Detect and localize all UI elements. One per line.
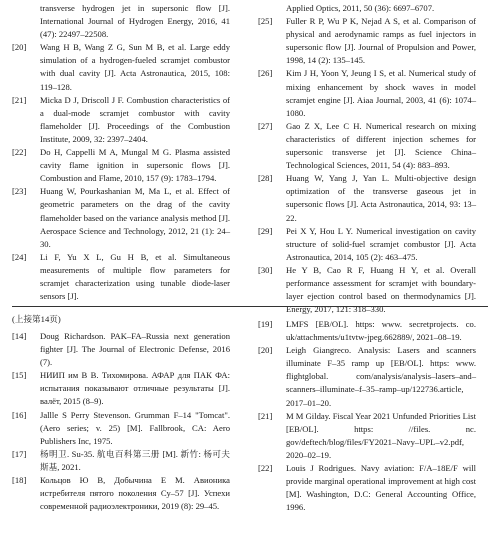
reference-text: Wang H B, Wang Z G, Sun M B, et al. Large eddy simulation of a hydrogen-fueled scramjet combustor with dual cavity [J]. Acta Astronautica, 2015, 108: 119–128. (40, 42, 230, 92)
reference-item (258, 344, 476, 409)
reference-text: M M Gilday. Fiscal Year 2021 Unfunded Priorities List [EB/OL]. https: //files. nc. gov/deftech/blog/files/FY2021–Navy–UPL–v2.pdf, 2020–02–19. (286, 410, 476, 460)
reference-number: [14] (12, 331, 27, 341)
reference-number: [21] (258, 410, 273, 421)
reference-item (12, 41, 230, 93)
reference-text: Kim J H, Yoon Y, Jeung I S, et al. Numerical study of mixing enhancement by shock waves in model scramjet engine [J]. Aiaa Journal, 2003, 41 (6): 1074–1080. (286, 68, 476, 118)
reference-item (12, 474, 230, 513)
reference-text: Gao Z X, Lee C H. Numerical research on mixing characteristics of different injection schemes for supersonic transverse jet [J]. Science China–Technological Sciences, 2011, 54 (4): 883–893. (286, 120, 476, 171)
reference-text: Micka D J, Driscoll J F. Combustion characteristics of a dual-mode scramjet combustor with cavity flameholder [J]. Proceedings of the Combustion Institute, 2009, 32: 2397–2404. (40, 94, 230, 144)
reference-item (258, 172, 476, 224)
references-bottom-left-column (12, 330, 230, 513)
reference-number: [28] (258, 173, 273, 184)
reference-item (12, 251, 230, 303)
reference-item (12, 330, 230, 369)
reference-item (258, 15, 476, 67)
reference-item (12, 369, 230, 408)
references-top-left-column (12, 2, 230, 303)
reference-item (258, 318, 476, 344)
reference-number: [20] (12, 42, 27, 53)
reference-text: Jallle S Perry Stevenson. Grumman F–14 "Tomcat". (Aero series; v. 25) [M]. Fallbrook, CA: Aero Publishers Inc, 1975. (40, 409, 230, 446)
reference-item (12, 94, 230, 146)
reference-number: [19] (258, 319, 273, 329)
reference-text: Fuller R P, Wu P K, Nejad A S, et al. Comparison of physical and aerodynamic ramps as fuel injectors in supersonic flow [J]. Journal of Propulsion and Power, 1998, 14 (2): 135–145. (286, 16, 476, 66)
reference-text: Louis J Rodrigues. Navy aviation: F/A–18E/F will provide marginal operational improvement at high cost [M]. Washington, D.C: General Accounting Office, 1996. (286, 463, 476, 513)
reference-number: [16] (12, 409, 27, 420)
reference-number: [25] (258, 16, 273, 27)
reference-item (258, 67, 476, 119)
reference-item (12, 146, 230, 185)
reference-number: [20] (258, 345, 273, 356)
reference-text: Applied Optics, 2011, 50 (36): 6697–6707. (286, 3, 435, 13)
reference-number: [17] (12, 448, 27, 459)
reference-number: [22] (258, 463, 273, 474)
references-top-right-column (258, 2, 476, 316)
reference-text: Huang W, Yang J, Yan L. Multi-objective design optimization of the transverse gaseous jet in supersonic flows [J]. Acta Astronautica, 2014, 93: 13–22. (286, 173, 476, 223)
reference-text: 杨明卫. Su-35. 航电百科第三册 [M]. 新竹: 杨可夫斯基, 2021. (40, 448, 230, 472)
reference-item (12, 448, 230, 474)
reference-number: [29] (258, 225, 273, 236)
reference-continuation (12, 2, 230, 41)
reference-text: Do H, Cappelli M A, Mungal M G. Plasma assisted cavity flame ignition in supersonic flows [J]. Combustion and Flame, 2010, 157 (9): 1783–1794. (40, 147, 230, 184)
reference-number: [23] (12, 186, 27, 197)
reference-text: Huang W, Pourkashanian M, Ma L, et al. Effect of geometric parameters on the drag of the cavity flameholder based on the variance analysis method [J]. Aerospace Science and Technology, 2012, 21 (1): 24–30. (40, 186, 230, 249)
reference-item (258, 264, 476, 316)
reference-text: НИИП им В В. Тихомирова. АФАР для ПАК ФА: испытания показывают отличные результаты [J]. вaлёт, 2015 (8–9). (40, 370, 230, 407)
reference-item (258, 410, 476, 462)
reference-item (12, 409, 230, 448)
reference-text: Кольцов Ю В, Добычина Е М. Авионика истребителя пятого поколения Су–57 [J]. Успехи современной радиоэлектроники, 2019 (8): 29–45. (40, 475, 230, 512)
reference-text: transverse hydrogen jet in supersonic flow [J]. International Journal of Hydrogen Energy, 2016, 41 (47): 22497–22508. (40, 3, 230, 40)
references-bottom-right-column (258, 318, 476, 514)
section-divider (12, 306, 488, 307)
reference-item (12, 185, 230, 250)
reference-text: LMFS [EB/OL]. https: www. secretprojects. co. uk/attachments/u1tvtw-jpeg.662889/, 2021–08–19. (286, 319, 476, 343)
reference-number: [30] (258, 264, 273, 275)
reference-text: Li F, Yu X L, Gu H B, et al. Simultaneous measurements of multiple flow parameters for scramjet characterization using tunable diode-laser sensors [J]. (40, 251, 230, 302)
continued-from-label: (上接第14页) (12, 314, 61, 324)
reference-number: [21] (12, 94, 27, 105)
reference-number: [18] (12, 475, 27, 486)
reference-continuation (258, 2, 476, 15)
reference-number: [22] (12, 147, 27, 158)
reference-item (258, 120, 476, 172)
reference-item (258, 225, 476, 264)
reference-number: [27] (258, 120, 273, 131)
reference-number: [15] (12, 370, 27, 381)
reference-text: Pei X Y, Hou L Y. Numerical investigation on cavity structure of solid-fuel scramjet combustor [J]. Acta Astronautica, 2014, 105 (2): 463–475. (286, 225, 476, 262)
reference-text: Leigh Giangreco. Analysis: Lasers and scanners illuminate F–35 ramp up [EB/OL]. https: www. flightglobal. com/analysis/analysis–lasers–and–scanners–illuminate–f–35–ramp–up/122736.article, 2017–01–20. (286, 345, 476, 408)
reference-text: Doug Richardson. PAK–FA–Russia next generation fighter [J]. The Journal of Electronic Defense, 2016 (7). (40, 331, 230, 368)
reference-number: [24] (12, 251, 27, 262)
reference-item (258, 462, 476, 514)
reference-number: [26] (258, 68, 273, 79)
reference-text: He Y B, Cao R F, Huang H Y, et al. Overall performance assessment for scramjet with boundary-layer ejection control based on thermodynamics [J]. Energy, 2017, 121: 318–330. (286, 264, 476, 315)
